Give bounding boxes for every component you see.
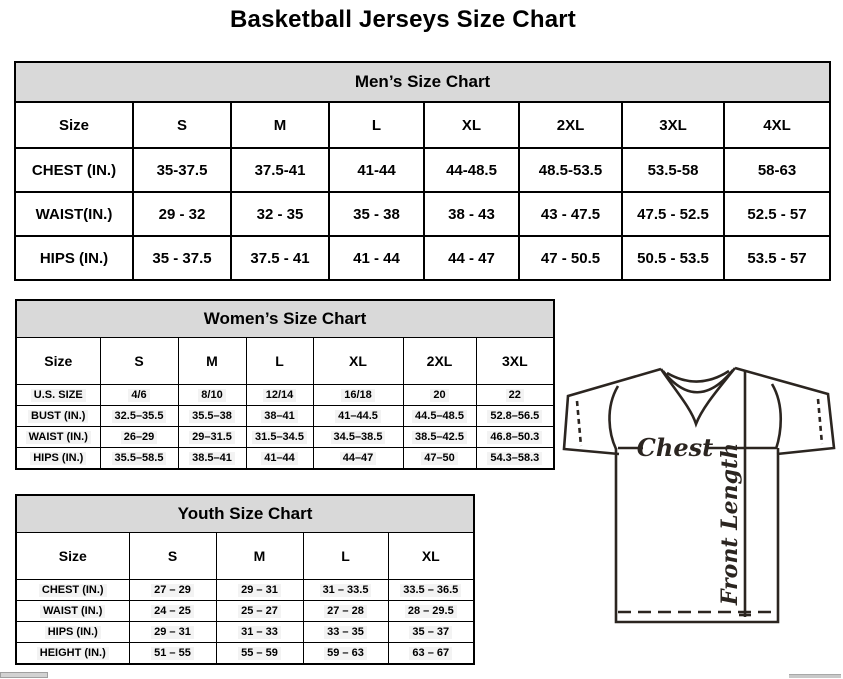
womens-cell: 44.5–48.5 bbox=[403, 406, 476, 427]
mens-cell: 48.5-53.5 bbox=[519, 148, 622, 192]
womens-cell: 34.5–38.5 bbox=[313, 427, 403, 448]
womens-cell: 35.5–38 bbox=[178, 406, 246, 427]
mens-cell: 43 - 47.5 bbox=[519, 192, 622, 236]
youth-section-header: Youth Size Chart bbox=[16, 495, 474, 533]
mens-cell: 44-48.5 bbox=[424, 148, 519, 192]
jersey-measurement-diagram bbox=[556, 364, 843, 651]
womens-col-header: S bbox=[100, 338, 178, 385]
table-row bbox=[16, 448, 554, 470]
mens-cell: 29 - 32 bbox=[133, 192, 231, 236]
womens-cell: 22 bbox=[476, 385, 554, 406]
womens-cell: 54.3–58.3 bbox=[476, 448, 554, 470]
youth-size-chart-table bbox=[15, 494, 475, 665]
womens-col-header: 3XL bbox=[476, 338, 554, 385]
youth-cell: 31 – 33.5 bbox=[303, 580, 388, 601]
womens-cell: 26–29 bbox=[100, 427, 178, 448]
youth-row-label: HEIGHT (IN.) bbox=[16, 643, 129, 665]
left-armhole-seam bbox=[609, 386, 618, 449]
table-row bbox=[15, 192, 830, 236]
youth-col-header: L bbox=[303, 533, 388, 580]
womens-cell: 32.5–35.5 bbox=[100, 406, 178, 427]
womens-cell: 47–50 bbox=[403, 448, 476, 470]
mens-row-label: CHEST (IN.) bbox=[15, 148, 133, 192]
youth-cell: 28 – 29.5 bbox=[388, 601, 474, 622]
womens-cell: 38.5–42.5 bbox=[403, 427, 476, 448]
youth-cell: 51 – 55 bbox=[129, 643, 216, 665]
mens-cell: 35 - 37.5 bbox=[133, 236, 231, 280]
youth-col-header: XL bbox=[388, 533, 474, 580]
mens-cell: 53.5-58 bbox=[622, 148, 724, 192]
mens-col-header: S bbox=[133, 102, 231, 148]
womens-cell: 44–47 bbox=[313, 448, 403, 470]
womens-cell: 52.8–56.5 bbox=[476, 406, 554, 427]
horizontal-scrollbar-thumb[interactable] bbox=[0, 672, 48, 678]
jersey-torso-outline bbox=[616, 448, 778, 622]
womens-cell: 35.5–58.5 bbox=[100, 448, 178, 470]
youth-col-header-size: Size bbox=[16, 533, 129, 580]
womens-cell: 38–41 bbox=[246, 406, 313, 427]
womens-cell: 12/14 bbox=[246, 385, 313, 406]
womens-size-chart-table bbox=[15, 299, 555, 470]
right-cuff-stitch-dashed-line bbox=[818, 399, 822, 444]
youth-cell: 59 – 63 bbox=[303, 643, 388, 665]
womens-cell: 38.5–41 bbox=[178, 448, 246, 470]
mens-cell: 41 - 44 bbox=[329, 236, 424, 280]
mens-size-chart-table bbox=[14, 61, 831, 281]
mens-col-header: 4XL bbox=[724, 102, 830, 148]
table-row bbox=[16, 406, 554, 427]
mens-col-header-size: Size bbox=[15, 102, 133, 148]
mens-cell: 47 - 50.5 bbox=[519, 236, 622, 280]
youth-cell: 63 – 67 bbox=[388, 643, 474, 665]
womens-cell: 41–44.5 bbox=[313, 406, 403, 427]
mens-cell: 32 - 35 bbox=[231, 192, 329, 236]
womens-cell: 16/18 bbox=[313, 385, 403, 406]
table-row bbox=[16, 385, 554, 406]
mens-cell: 37.5-41 bbox=[231, 148, 329, 192]
womens-row-label: HIPS (IN.) bbox=[16, 448, 100, 470]
youth-cell: 35 – 37 bbox=[388, 622, 474, 643]
youth-cell: 29 – 31 bbox=[216, 580, 303, 601]
womens-col-header: M bbox=[178, 338, 246, 385]
mens-col-header: L bbox=[329, 102, 424, 148]
mens-cell: 41-44 bbox=[329, 148, 424, 192]
womens-row-label: U.S. SIZE bbox=[16, 385, 100, 406]
mens-cell: 44 - 47 bbox=[424, 236, 519, 280]
youth-cell: 25 – 27 bbox=[216, 601, 303, 622]
womens-section-header: Women’s Size Chart bbox=[16, 300, 554, 338]
youth-cell: 55 – 59 bbox=[216, 643, 303, 665]
youth-cell: 27 – 29 bbox=[129, 580, 216, 601]
horizontal-scrollbar-fragment[interactable] bbox=[789, 674, 841, 678]
womens-cell: 4/6 bbox=[100, 385, 178, 406]
right-armhole-seam bbox=[772, 384, 781, 449]
mens-row-label: WAIST(IN.) bbox=[15, 192, 133, 236]
womens-col-header-size: Size bbox=[16, 338, 100, 385]
mens-cell: 52.5 - 57 bbox=[724, 192, 830, 236]
mens-col-header: M bbox=[231, 102, 329, 148]
youth-cell: 27 – 28 bbox=[303, 601, 388, 622]
youth-row-label: WAIST (IN.) bbox=[16, 601, 129, 622]
table-row bbox=[16, 580, 474, 601]
mens-cell: 38 - 43 bbox=[424, 192, 519, 236]
mens-cell: 47.5 - 52.5 bbox=[622, 192, 724, 236]
youth-col-header: S bbox=[129, 533, 216, 580]
table-row bbox=[15, 236, 830, 280]
table-row bbox=[16, 643, 474, 665]
table-row bbox=[16, 427, 554, 448]
youth-row-label: CHEST (IN.) bbox=[16, 580, 129, 601]
front-length-label: Front Length bbox=[717, 442, 743, 606]
youth-cell: 29 – 31 bbox=[129, 622, 216, 643]
mens-col-header: XL bbox=[424, 102, 519, 148]
womens-row-label: WAIST (IN.) bbox=[16, 427, 100, 448]
mens-cell: 58-63 bbox=[724, 148, 830, 192]
mens-col-header: 3XL bbox=[622, 102, 724, 148]
youth-row-label: HIPS (IN.) bbox=[16, 622, 129, 643]
collar-back-curve bbox=[667, 371, 729, 382]
mens-cell: 50.5 - 53.5 bbox=[622, 236, 724, 280]
youth-cell: 33 – 35 bbox=[303, 622, 388, 643]
mens-col-header: 2XL bbox=[519, 102, 622, 148]
youth-cell: 33.5 – 36.5 bbox=[388, 580, 474, 601]
mens-cell: 37.5 - 41 bbox=[231, 236, 329, 280]
page-title: Basketball Jerseys Size Chart bbox=[230, 6, 576, 33]
youth-cell: 24 – 25 bbox=[129, 601, 216, 622]
womens-col-header: L bbox=[246, 338, 313, 385]
chest-label: Chest bbox=[636, 433, 714, 462]
mens-row-label: HIPS (IN.) bbox=[15, 236, 133, 280]
table-row bbox=[16, 601, 474, 622]
womens-cell: 46.8–50.3 bbox=[476, 427, 554, 448]
mens-cell: 35 - 38 bbox=[329, 192, 424, 236]
womens-row-label: BUST (IN.) bbox=[16, 406, 100, 427]
table-row bbox=[15, 148, 830, 192]
womens-col-header: XL bbox=[313, 338, 403, 385]
mens-section-header: Men’s Size Chart bbox=[15, 62, 830, 102]
womens-cell: 29–31.5 bbox=[178, 427, 246, 448]
youth-col-header: M bbox=[216, 533, 303, 580]
table-row bbox=[16, 622, 474, 643]
left-cuff-stitch-dashed-line bbox=[577, 401, 581, 446]
youth-cell: 31 – 33 bbox=[216, 622, 303, 643]
womens-cell: 20 bbox=[403, 385, 476, 406]
womens-col-header: 2XL bbox=[403, 338, 476, 385]
mens-cell: 35-37.5 bbox=[133, 148, 231, 192]
womens-cell: 31.5–34.5 bbox=[246, 427, 313, 448]
mens-cell: 53.5 - 57 bbox=[724, 236, 830, 280]
womens-cell: 8/10 bbox=[178, 385, 246, 406]
womens-cell: 41–44 bbox=[246, 448, 313, 470]
